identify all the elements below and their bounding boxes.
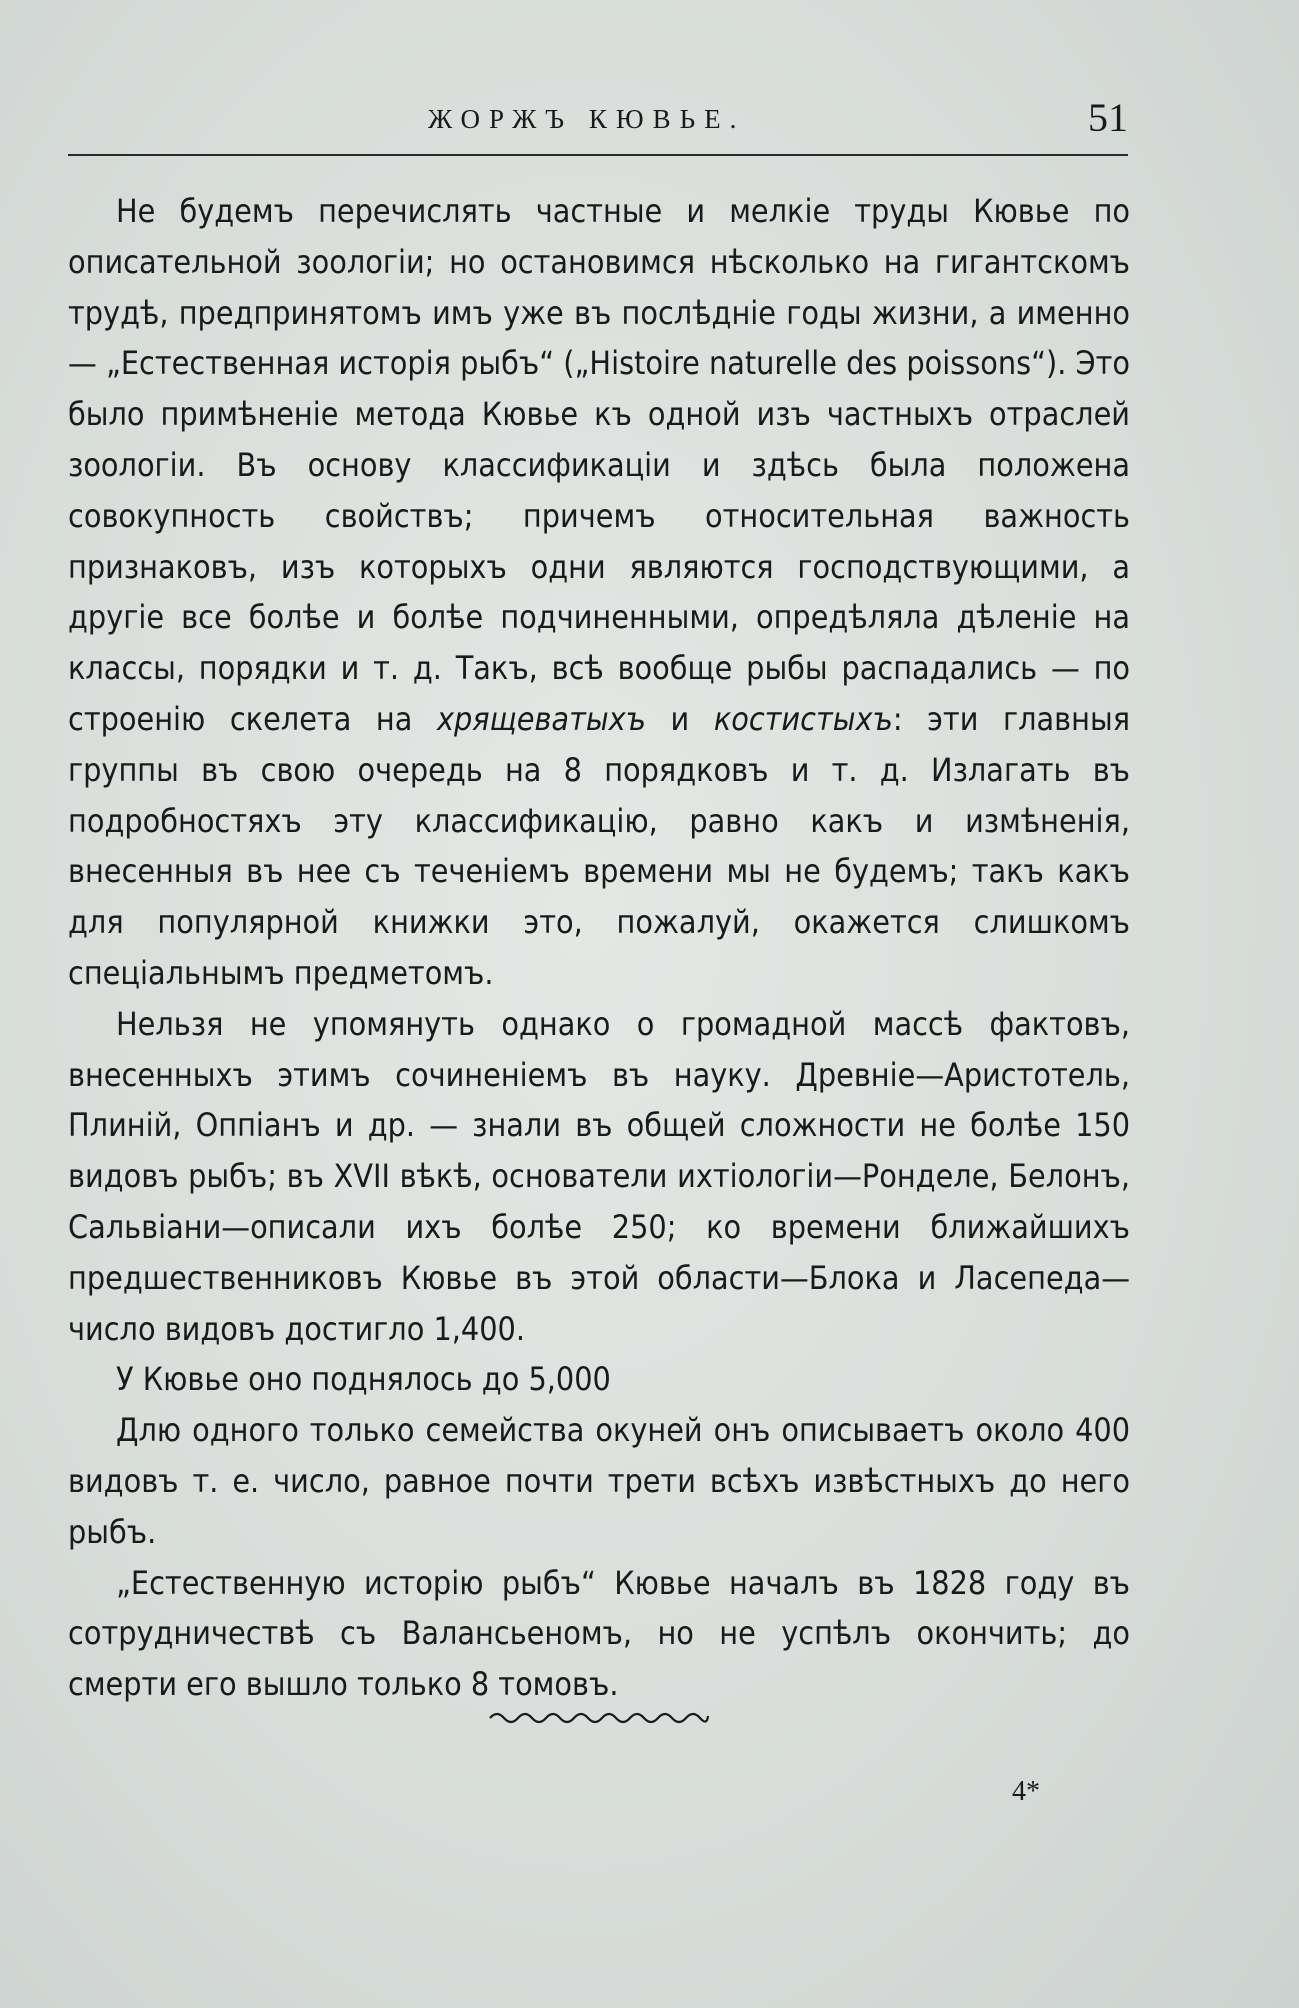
paragraph-4: Длю одного только семейства окуней онъ описываетъ около 400 видовъ т. е. число, равное почти трети всѣхъ извѣстныхъ до него рыбъ. bbox=[68, 1411, 1130, 1551]
wavy-ornament bbox=[488, 1706, 710, 1726]
body-text bbox=[68, 186, 1130, 1710]
cartilaginous-term: хрящеватыхъ bbox=[436, 699, 646, 738]
page-header bbox=[68, 95, 1128, 158]
paragraph-5: „Естественную исторію рыбъ“ Кювье началъ въ 1828 году въ сотрудничествѣ съ Валансьеномъ, но не успѣлъ окончить; до смерти его вышло только 8 томовъ. bbox=[68, 1563, 1130, 1704]
bony-term: костистыхъ bbox=[713, 699, 893, 738]
signature-mark: 4* bbox=[1012, 1776, 1040, 1807]
header-rule bbox=[68, 154, 1128, 156]
paragraph-2: Нельзя не упомянуть однако о громадной массѣ фактовъ, внесенныхъ этимъ сочиненіемъ въ науку. Древніе—Аристотель, Плиній, Оппіанъ и др. — знали въ общей сложности не болѣе 150 видовъ рыбъ; въ XVII вѣкѣ, основатели ихтіологіи—Ронделе, Белонъ, Сальвіани—описали ихъ болѣе 250; ко времени ближайшихъ предшественниковъ Кювье въ этой области—Блока и Ласепеда—число видовъ достигло 1,400. bbox=[68, 1004, 1130, 1348]
paragraph-1-part-3: : эти главныя группы въ свою очередь на 8 порядковъ и т. д. Излагать въ подробностяхъ эту классификацію, равно какъ и измѣненія, внесенныя въ нее съ теченіемъ времени мы не будемъ; такъ какъ для популярной книжки это, пожалуй, окажется слишкомъ спеціальнымъ предметомъ. bbox=[68, 699, 1130, 992]
paragraph-3: У Кювье оно поднялось до 5,000 bbox=[116, 1360, 611, 1399]
paragraph-1-part-2: и bbox=[645, 699, 714, 738]
paragraph-1 bbox=[68, 186, 1130, 999]
paragraph-1-part-1: Не будемъ перечислять частные и мелкіе труды Кювье по описательной зоологіи; но остановимся нѣсколько на гигантскомъ трудѣ, предпринятомъ имъ уже въ послѣдніе годы жизни, а именно — „Естественная исторія рыбъ“ („Histoire naturelle des poissons“). Это было примѣненіе метода Кювье къ одной изъ частныхъ отраслей зоологіи. Въ основу классификаціи и здѣсь была положена совокупность свойствъ; причемъ относительная важность признаковъ, изъ которыхъ одни являются господствующими, а другіе все болѣе и болѣе подчиненными, опредѣляла дѣленіе на классы, порядки и т. д. Такъ, всѣ вообще рыбы распадались — по строенію скелета на bbox=[68, 192, 1130, 738]
page-number: 51 bbox=[1088, 95, 1128, 140]
running-title: ЖОРЖЪ КЮВЬЕ. bbox=[428, 104, 746, 134]
